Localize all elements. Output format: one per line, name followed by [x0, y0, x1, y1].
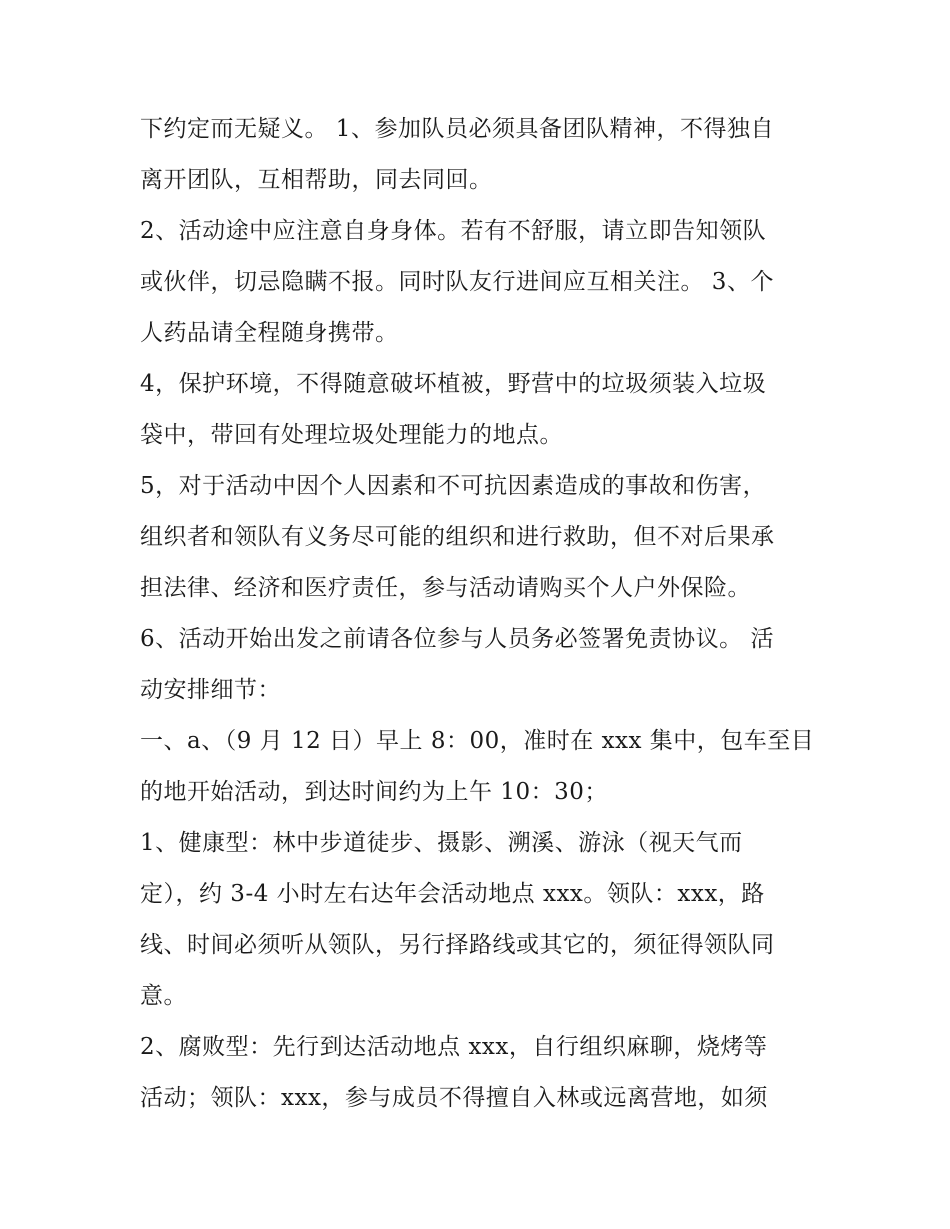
- text-line: 人药品请全程随身携带。: [140, 320, 399, 346]
- text-line: 的地开始活动，到达时间约为上午 10：30；: [140, 779, 608, 805]
- text-line: 4，保护环境，不得随意破坏植被，野营中的垃圾须装入垃圾: [140, 371, 767, 397]
- text-line: 6、活动开始出发之前请各位参与人员务必签署免责协议。 活: [140, 626, 774, 652]
- text-line: 线、时间必须听从领队，另行择路线或其它的，须征得领队同: [140, 932, 775, 958]
- text-line: 意。: [140, 983, 187, 1009]
- text-line: 或伙伴，切忌隐瞒不报。同时队友行进间应互相关注。 3、个: [140, 269, 774, 295]
- text-line: 5，对于活动中因个人因素和不可抗因素造成的事故和伤害，: [140, 473, 767, 499]
- text-line: 定），约 3-4 小时左右达年会活动地点 xxx。领队：xxx，路: [140, 881, 765, 907]
- text-line: 2、活动途中应注意自身身体。若有不舒服，请立即告知领队: [140, 218, 767, 244]
- text-line: 组织者和领队有义务尽可能的组织和进行救助，但不对后果承: [140, 524, 775, 550]
- text-line: 担法律、经济和医疗责任，参与活动请购买个人户外保险。: [140, 575, 751, 601]
- text-line: 离开团队，互相帮助，同去同回。: [140, 167, 493, 193]
- text-line: 下约定而无疑义。 1、参加队员必须具备团队精神，不得独自: [140, 116, 774, 142]
- document-body: [140, 104, 820, 1124]
- text-line: 1、健康型：林中步道徒步、摄影、溯溪、游泳（视天气而: [140, 830, 743, 856]
- text-line: 一、a、（9 月 12 日）早上 8：00，准时在 xxx 集中，包车至目: [140, 728, 815, 754]
- text-line: 袋中，带回有处理垃圾处理能力的地点。: [140, 422, 563, 448]
- text-line: 动安排细节：: [140, 677, 281, 703]
- text-line: 2、腐败型：先行到达活动地点 xxx，自行组织麻聊，烧烤等: [140, 1034, 768, 1060]
- text-line: 活动；领队：xxx，参与成员不得擅自入林或远离营地，如须: [140, 1085, 768, 1111]
